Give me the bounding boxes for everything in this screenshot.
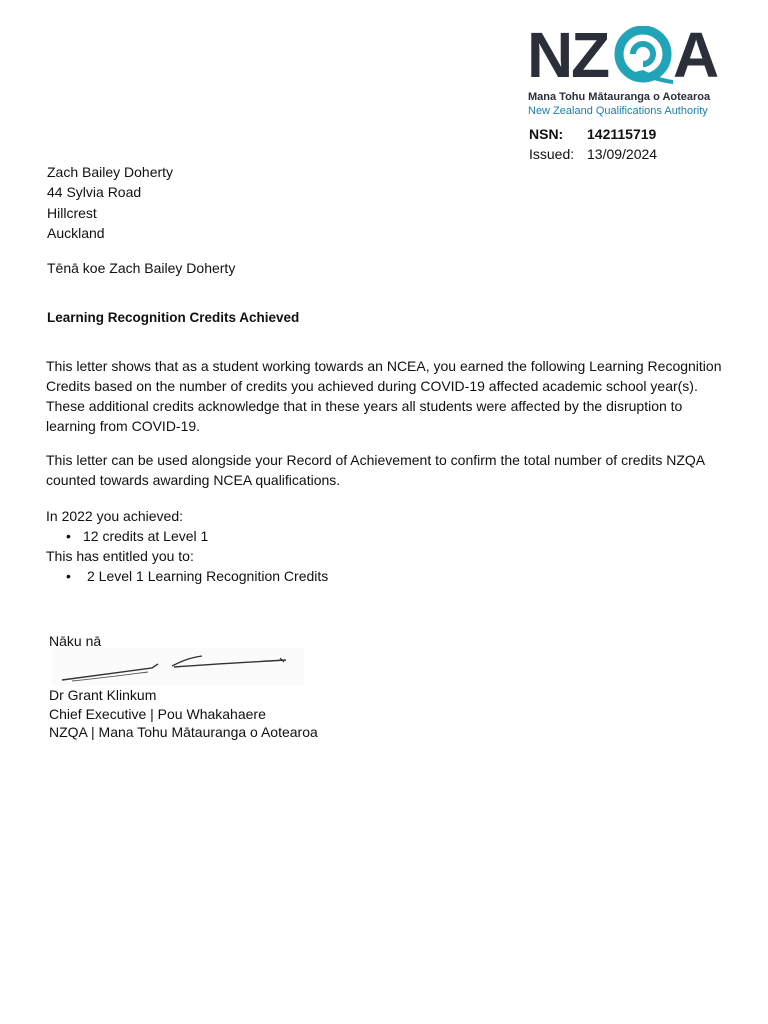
greeting: Tēnā koe Zach Bailey Doherty (47, 260, 236, 276)
achieved-item: 12 credits at Level 1 (83, 528, 209, 544)
signer-name: Dr Grant Klinkum (49, 687, 157, 703)
closing: Nāku nā (49, 633, 102, 649)
address-city: Auckland (47, 225, 105, 242)
list-item (46, 526, 736, 546)
signature-image (52, 648, 304, 686)
nsn-value: 142115719 (587, 126, 657, 142)
logo-tagline-english: New Zealand Qualifications Authority (528, 105, 708, 117)
body-paragraph-2: This letter can be used alongside your Record of Achievement to confirm the total number of credits NZQA counted towards awarding NCEA qualifications. (46, 452, 705, 488)
signer-title: Chief Executive | Pou Whakahaere (49, 705, 266, 722)
bullet: • (66, 528, 71, 544)
letter-subject: Learning Recognition Credits Achieved (47, 310, 300, 325)
address-street: 44 Sylvia Road (47, 184, 142, 201)
logo-q-swirl-icon (613, 26, 675, 86)
entitled-intro: This has entitled you to: (46, 548, 194, 564)
nzqa-wordmark (527, 19, 727, 91)
list-item (46, 566, 736, 586)
student-meta (529, 124, 729, 164)
nsn-label: NSN: (529, 126, 564, 142)
logo-letter-a: A (673, 19, 720, 91)
achieved-intro: In 2022 you achieved: (46, 508, 183, 524)
logo-tagline-maori: Mana Tohu Mātauranga o Aotearoa (528, 91, 711, 103)
achievement-section (46, 506, 736, 586)
logo-letter-n: N (527, 19, 574, 91)
address-name: Zach Bailey Doherty (47, 164, 174, 180)
issued-value: 13/09/2024 (587, 146, 658, 162)
signer-block (49, 685, 318, 741)
address-suburb: Hillcrest (47, 204, 97, 221)
bullet: • (66, 568, 71, 584)
issued-row (529, 144, 729, 164)
nzqa-logo (527, 19, 727, 120)
logo-letter-z: Z (571, 19, 611, 91)
issued-label: Issued: (529, 146, 575, 162)
nsn-row (529, 124, 729, 144)
recipient-address (47, 162, 173, 244)
entitled-item: 2 Level 1 Learning Recognition Credits (87, 568, 329, 584)
body-paragraph-1: This letter shows that as a student working towards an NCEA, you earned the following Learning Recognition Credits based on the number of credits you achieved during COVID-19 affected academic school year(s). These additional credits acknowledge that in these years all students were affected by the disruption to learning from COVID-19. (46, 358, 722, 434)
signer-org: NZQA | Mana Tohu Mātauranga o Aotearoa (49, 724, 318, 741)
